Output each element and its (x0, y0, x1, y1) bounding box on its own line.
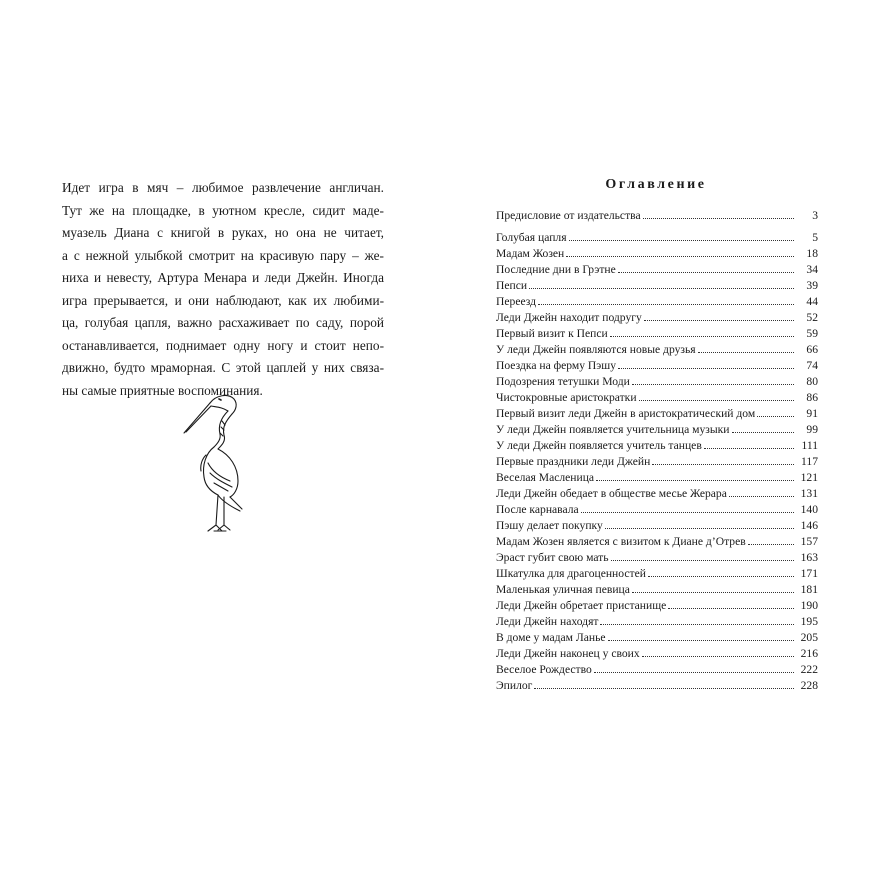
toc-entry-page: 3 (812, 209, 818, 222)
toc-entry (496, 207, 818, 223)
toc-entry-page: 5 (812, 231, 818, 244)
toc-entry-title: Леди Джейн обретает пристанище (496, 599, 667, 612)
toc-entry-page: 80 (806, 375, 818, 388)
toc-entry (496, 597, 818, 613)
toc-entry-page: 52 (806, 311, 818, 324)
toc-entry (496, 453, 818, 469)
toc-entry-page: 18 (806, 247, 818, 260)
toc-entry-page: 228 (800, 679, 818, 692)
toc-entry-title: Веселая Масленица (496, 471, 595, 484)
toc-title: Оглавление (605, 177, 707, 192)
toc-leader-dots (642, 645, 794, 657)
toc-entry-page: 190 (800, 599, 818, 612)
toc-leader-dots (632, 581, 794, 593)
toc-entry (496, 581, 818, 597)
toc-entry (496, 373, 818, 389)
toc-leader-dots (529, 277, 794, 289)
toc-leader-dots (698, 341, 794, 353)
toc-entry (496, 613, 818, 629)
toc-entry (496, 245, 818, 261)
toc-entry-page: 131 (800, 487, 818, 500)
toc-entry-title: У леди Джейн появляется учитель танцев (496, 439, 702, 452)
toc-entry-title: Веселое Рождество (496, 663, 592, 676)
toc-entry-title: Леди Джейн наконец у своих (496, 647, 640, 660)
toc-entry (496, 645, 818, 661)
toc-entry-title: У леди Джейн появляется учительница музыки (496, 423, 730, 436)
text-line: останавливается, поднимает одну ногу и стоит непо- (62, 337, 384, 353)
text-line: ца, голубая цапля, важно расхаживает по саду, порой (62, 315, 384, 330)
toc-entry-page: 111 (801, 439, 818, 452)
toc-leader-dots (566, 245, 794, 257)
toc-entry-page: 86 (806, 391, 818, 404)
toc-leader-dots (610, 325, 794, 337)
toc-entry-page: 140 (800, 503, 818, 516)
toc-leader-dots (704, 437, 794, 449)
toc-entry (496, 389, 818, 405)
toc-entry-page: 181 (800, 583, 818, 596)
toc-leader-dots (581, 501, 794, 513)
toc-entry (496, 277, 818, 293)
toc-entry-page: 59 (806, 327, 818, 340)
toc-entry-title: Мадам Жозен является с визитом к Диане д’Отрев (496, 535, 746, 548)
toc-entry-page: 34 (806, 263, 818, 276)
heron-illustration (178, 385, 258, 533)
toc-entry-title: Первый визит к Пепси (496, 327, 608, 340)
text-line: движно, будто мраморная. С этой цаплей у них связа- (62, 360, 384, 375)
toc-entry (496, 485, 818, 501)
toc-entry-title: Предисловие от издательства (496, 209, 641, 222)
toc-leader-dots (534, 677, 794, 689)
toc-entry-title: Пэшу делает покупку (496, 519, 603, 532)
toc-entry-page: 205 (800, 631, 818, 644)
text-line: Идет игра в мяч – любимое развлечение англичан. (62, 180, 384, 195)
toc-entry (496, 261, 818, 277)
toc-entry (496, 341, 818, 357)
toc-entry (496, 677, 818, 693)
toc-entry-title: Голубая цапля (496, 231, 567, 244)
toc-entry-title: Последние дни в Грэтне (496, 263, 616, 276)
toc-entry (496, 309, 818, 325)
toc-entry-page: 171 (800, 567, 818, 580)
toc-entry (496, 501, 818, 517)
toc-entry-title: Подозрения тетушки Моди (496, 375, 630, 388)
toc-entry-title: Леди Джейн находит подругу (496, 311, 642, 324)
toc-entry (496, 661, 818, 677)
toc-entry-title: После карнавала (496, 503, 579, 516)
toc-entry-title: Первые праздники леди Джейн (496, 455, 651, 468)
toc-entry-title: Чистокровные аристократки (496, 391, 637, 404)
toc-entry-page: 163 (800, 551, 818, 564)
toc-entry-title: Первый визит леди Джейн в аристократический дом (496, 407, 756, 420)
toc-entry (496, 229, 818, 245)
toc-entry-page: 74 (806, 359, 818, 372)
toc-entry-page: 39 (806, 279, 818, 292)
toc-leader-dots (596, 469, 794, 481)
toc-leader-dots (648, 565, 794, 577)
toc-entry-title: У леди Джейн появляются новые друзья (496, 343, 696, 356)
toc-entry-title: Шкатулка для драгоценностей (496, 567, 646, 580)
toc-entry-title: Леди Джейн обедает в обществе месье Жерара (496, 487, 727, 500)
toc-leader-dots (732, 421, 794, 433)
toc-entry-title: Эраст губит свою мать (496, 551, 609, 564)
toc-entry (496, 325, 818, 341)
toc-leader-dots (652, 453, 794, 465)
toc-entry (496, 293, 818, 309)
toc-leader-dots (608, 629, 794, 641)
toc-entry (496, 437, 818, 453)
toc-leader-dots (605, 517, 794, 529)
toc-leader-dots (757, 405, 794, 417)
toc-leader-dots (538, 293, 794, 305)
toc-entry-title: Эпилог (496, 679, 533, 692)
toc-entry-title: Поездка на ферму Пэшу (496, 359, 617, 372)
toc-entry-page: 222 (800, 663, 818, 676)
toc-entry-title: В доме у мадам Ланье (496, 631, 606, 644)
toc-entry-title: Леди Джейн находят (496, 615, 599, 628)
toc-leader-dots (668, 597, 794, 609)
toc-leader-dots (729, 485, 794, 497)
toc-entry (496, 405, 818, 421)
toc-leader-dots (632, 373, 794, 385)
body-text (62, 177, 384, 402)
toc-leader-dots (618, 357, 794, 369)
toc-entry-page: 157 (800, 535, 818, 548)
toc-leader-dots (594, 661, 794, 673)
toc-leader-dots (748, 533, 794, 545)
text-line: Тут же на площадке, в уютном кресле, сидит маде- (62, 202, 384, 218)
toc-entry (496, 565, 818, 581)
toc-leader-dots (618, 261, 794, 273)
toc-leader-dots (644, 309, 794, 321)
toc-entry (496, 517, 818, 533)
text-line: ниха и невесту, Артура Менара и леди Джейн. Иногда (62, 270, 384, 285)
text-line: игра прерывается, и они наблюдают, как их любими- (62, 292, 384, 308)
toc-entry-page: 195 (800, 615, 818, 628)
toc-entry-page: 91 (806, 407, 818, 420)
toc-entry (496, 421, 818, 437)
toc-entry-title: Переезд (496, 295, 537, 308)
toc-entry (496, 549, 818, 565)
toc-entry-page: 216 (800, 647, 818, 660)
text-line: ны самые приятные воспоминания. (62, 382, 263, 398)
toc-entry (496, 629, 818, 645)
toc-leader-dots (569, 229, 794, 241)
toc-entry-page: 44 (806, 295, 818, 308)
toc-leader-dots (643, 207, 794, 219)
toc-leader-dots (639, 389, 794, 401)
toc-leader-dots (611, 549, 794, 561)
toc-entry-title: Пепси (496, 279, 528, 292)
text-line: муазель Диана с книгой в руках, но она не читает, (62, 225, 384, 240)
table-of-contents (496, 207, 818, 693)
toc-entry-page: 146 (800, 519, 818, 532)
toc-entry-page: 117 (801, 455, 818, 468)
toc-entry (496, 357, 818, 373)
toc-entry-page: 99 (806, 423, 818, 436)
toc-entry-title: Мадам Жозен (496, 247, 565, 260)
toc-entry-page: 66 (806, 343, 818, 356)
toc-entry-page: 121 (800, 471, 818, 484)
text-line: а с нежной улыбкой смотрит на красивую пару – же- (62, 247, 384, 263)
toc-entry (496, 469, 818, 485)
toc-leader-dots (600, 613, 794, 625)
toc-entry-title: Маленькая уличная певица (496, 583, 630, 596)
toc-entry (496, 533, 818, 549)
